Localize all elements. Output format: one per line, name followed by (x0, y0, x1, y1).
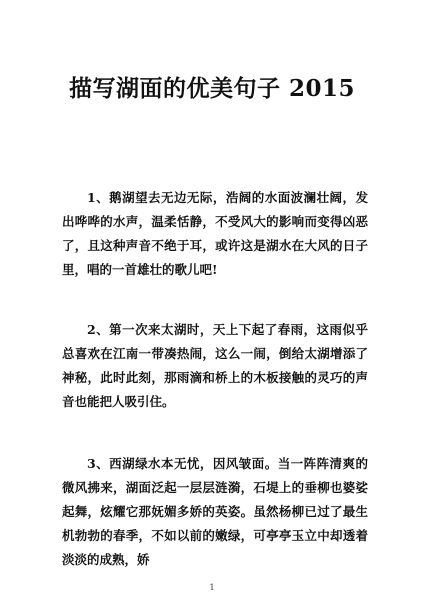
page-number: 1 (209, 583, 215, 592)
paragraph-1: 1、鹅湖望去无边无际，浩阔的水面波澜壮阔，发出哗哗的水声，温柔恬静，不受风大的影响而变得凶恶了，且这种声音不绝于耳，或许这是湖水在大风的日子里，唱的一首雄壮的歌儿吧! (62, 190, 368, 277)
paragraph-2: 2、第一次来太湖时，天上下起了春雨，这雨似乎总喜欢在江南一带凑热闹，这么一闹，倒给太湖增添了神秘，此时此刻，那雨滴和桥上的木板接触的灵巧的声音也能把人吸引住。 (62, 322, 368, 409)
document-title: 描写湖面的优美句子 2015 (68, 75, 356, 102)
paragraph-3: 3、西湖绿水本无忧，因风皱面。当一阵阵清爽的微风拂来，湖面泛起一层层涟漪，石堤上的垂柳也婆娑起舞，炫耀它那妩媚多娇的英姿。虽然杨柳已过了最生机勃勃的春季，不如以前的嫩绿，可亭亭玉立中却透着淡淡的成熟，娇 (62, 456, 368, 567)
